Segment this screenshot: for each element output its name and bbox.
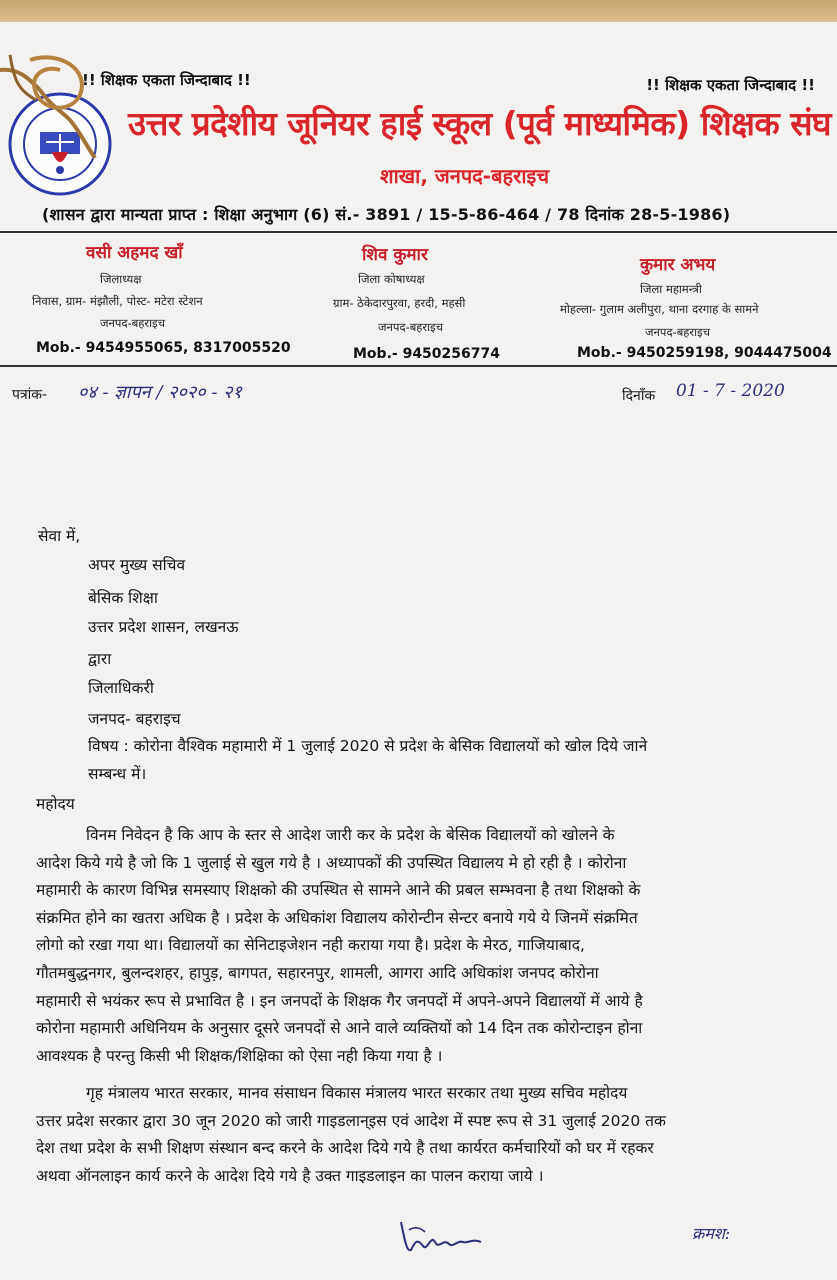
para-line: गौतमबुद्धनगर, बुलन्दशहर, हापुड़, बागपत, सहारनपुर, शामली, आगरा आदि अधिकांश जनपद कोरोना <box>36 963 599 982</box>
official-district: जनपद-बहराइच <box>100 316 166 330</box>
date-label: दिनाँक <box>622 388 656 404</box>
para-line: उत्तर प्रदेश सरकार द्वारा 30 जून 2020 को जारी गाइडलान्इस एवं आदेश में स्पष्ट रूप से 31 जुलाई 2020 तक <box>36 1111 666 1130</box>
date-value: 01 - 7 - 2020 <box>676 381 785 401</box>
official-district: जनपद-बहराइच <box>645 325 711 339</box>
official-address: ग्राम- ठेकेदारपुरवा, हरदी, महसी <box>333 296 466 310</box>
official-mobile: Mob.- 9450259198, 9044475004 <box>577 345 832 361</box>
official-address: निवास, ग्राम- मंझौली, पोस्ट- मटेरा स्टेशन <box>32 294 203 308</box>
para-line: गृह मंत्रालय भारत सरकार, मानव संसाधन विकास मंत्रालय भारत सरकार तथा मुख्य सचिव महोदय <box>86 1084 628 1102</box>
continued-note: क्रमश: <box>692 1224 731 1243</box>
official-mobile: Mob.- 9450256774 <box>353 346 500 362</box>
signature <box>395 1212 485 1262</box>
official-district: जनपद-बहराइच <box>378 320 444 334</box>
string-tie <box>0 50 110 160</box>
body-paragraph-1 <box>36 822 806 1070</box>
official-name: वसी अहमद खाँ <box>86 243 183 263</box>
ref-number: ०४ - ज्ञापन / २०२० - २१ <box>78 382 242 403</box>
para-line: देश तथा प्रदेश के सभी शिक्षण संस्थान बन्द करने के आदेश दिये गये है तथा कार्यरत कर्मचारियों को घर में रहकर <box>36 1139 654 1158</box>
para-line: कोरोना महामारी अधिनियम के अनुसार दूसरे जनपदों से आने वाले व्यक्तियों को 14 दिन तक कोरोन्टाइन होना <box>36 1019 643 1038</box>
address-line: जिलाधिकरी <box>88 679 154 697</box>
address-line: द्वारा <box>88 650 112 668</box>
official-post: जिला महामन्त्री <box>640 282 702 296</box>
official-post: जिलाध्यक्ष <box>100 272 142 286</box>
subject-line: विषय : कोरोना वैश्विक महामारी में 1 जुलाई 2020 से प्रदेश के बेसिक विद्यालयों को खोल दिये जाने <box>88 737 648 755</box>
branch-name: शाखा, जनपद-बहराइच <box>380 164 550 188</box>
para-line: विनम निवेदन है कि आप के स्तर से आदेश जारी कर के प्रदेश के बेसिक विद्यालयों को खोलने के <box>86 826 615 844</box>
para-line: अथवा ऑनलाइन कार्य करने के आदेश दिये गये है उक्त गाइडलाइन का पालन कराया जाये । <box>36 1166 544 1185</box>
para-line: महामारी से भयंकर रूप से प्रभावित है । इन जनपदों के शिक्षक गैर जनपदों में अपने-अपने विद्यालयों में आये है <box>36 991 643 1010</box>
slogan-left: !! शिक्षक एकता जिन्दाबाद !! <box>82 71 251 89</box>
body-paragraph-2 <box>36 1080 806 1190</box>
para-line: संक्रमित होने का खतरा अधिक है । प्रदेश के अधिकांश विद्यालय कोरोन्टीन सेन्टर बनाये गये ये जिनमें संक्रमित <box>36 908 638 927</box>
header-divider <box>0 231 837 233</box>
address-line: जनपद- बहराइच <box>88 710 181 728</box>
slogan-right: !! शिक्षक एकता जिन्दाबाद !! <box>646 76 815 94</box>
para-line: आदेश किये गये है जो कि 1 जुलाई से खुल गये है । अध्यापकों की उपस्थित विद्यालय मे हो रही है । कोरोना <box>36 853 627 872</box>
official-address: मोहल्ला- गुलाम अलीपुरा, थाना दरगाह के सामने <box>560 302 759 316</box>
address-line: उत्तर प्रदेश शासन, लखनऊ <box>88 618 239 636</box>
address-line: अपर मुख्य सचिव <box>88 556 186 574</box>
para-line: महामारी के कारण विभिन्न समस्याए शिक्षको की उपस्थित से सामने आने की प्रबल सम्भवना है तथा शिक्षको के <box>36 881 641 900</box>
address-line: बेसिक शिक्षा <box>88 589 158 607</box>
greeting: महोदय <box>36 795 75 813</box>
ref-label: पत्रांक- <box>12 387 48 403</box>
para-line: लोगो को रखा गया था। विद्यालयों का सेनिटाइजेशन नही कराया गया है। प्रदेश के मेरठ, गाजियाबाद, <box>36 936 585 955</box>
official-post: जिला कोषाध्यक्ष <box>358 272 425 286</box>
para-line: आवश्यक है परन्तु किसी भी शिक्षक/शिक्षिका को ऐसा नही किया गया है । <box>36 1046 443 1065</box>
org-title: उत्तर प्रदेशीय जूनियर हाई स्कूल (पूर्व माध्यमिक) शिक्षक संघ <box>128 104 832 143</box>
salutation: सेवा में, <box>38 527 81 545</box>
officials-divider <box>0 365 837 367</box>
recognition-note: (शासन द्वारा मान्यता प्राप्त : शिक्षा अनुभाग (6) सं.- 3891 / 15-5-86-464 / 78 दिनांक 28-5-1986) <box>42 205 731 224</box>
official-mobile: Mob.- 9454955065, 8317005520 <box>36 340 291 356</box>
official-name: शिव कुमार <box>362 245 428 265</box>
official-name: कुमार अभय <box>640 255 716 275</box>
subject-line-cont: सम्बन्ध में। <box>88 765 147 783</box>
